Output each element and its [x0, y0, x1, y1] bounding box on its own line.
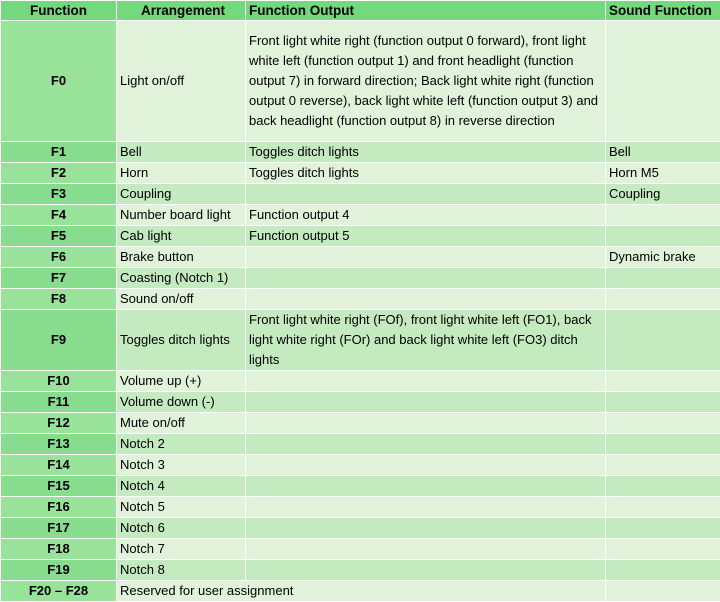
- output-cell: [246, 518, 606, 539]
- sound-cell: [606, 289, 720, 310]
- table-row: [1, 371, 720, 392]
- function-cell: F4: [1, 205, 117, 226]
- output-cell: [246, 184, 606, 205]
- arrangement-cell: Light on/off: [117, 21, 246, 142]
- arrangement-cell: Number board light: [117, 205, 246, 226]
- table-row: [1, 581, 720, 602]
- header-function: Function: [1, 1, 117, 21]
- table-row: [1, 205, 720, 226]
- arrangement-cell: Brake button: [117, 247, 246, 268]
- output-cell: Toggles ditch lights: [246, 142, 606, 163]
- output-cell: [246, 539, 606, 560]
- sound-cell: Horn M5: [606, 163, 720, 184]
- function-cell: F13: [1, 434, 117, 455]
- sound-cell: [606, 455, 720, 476]
- output-cell: [246, 434, 606, 455]
- output-cell: Function output 4: [246, 205, 606, 226]
- arrangement-cell: Notch 5: [117, 497, 246, 518]
- output-cell: Front light white right (FOf), front light white left (FO1), back light white right (FOr) and back light white left (FO3) ditch lights: [246, 310, 606, 371]
- sound-cell: Dynamic brake: [606, 247, 720, 268]
- sound-cell: [606, 310, 720, 371]
- output-cell: [246, 289, 606, 310]
- arrangement-cell: Volume up (+): [117, 371, 246, 392]
- table-row: [1, 434, 720, 455]
- table-row: [1, 226, 720, 247]
- arrangement-cell: Bell: [117, 142, 246, 163]
- function-cell: F10: [1, 371, 117, 392]
- table-row: [1, 21, 720, 142]
- table-row: [1, 163, 720, 184]
- table-row: [1, 392, 720, 413]
- table-row: [1, 560, 720, 581]
- sound-cell: [606, 205, 720, 226]
- output-cell: [246, 476, 606, 497]
- arrangement-cell: Notch 4: [117, 476, 246, 497]
- arrangement-cell: Toggles ditch lights: [117, 310, 246, 371]
- function-cell: F18: [1, 539, 117, 560]
- sound-cell: [606, 21, 720, 142]
- output-cell: Front light white right (function output 0 forward), front light white left (function output 1) and front headlight (function output 7) in forward direction; Back light white right (function output 0 reverse), back light white left (function output 3) and back headlight (function output 8) in reverse direction: [246, 21, 606, 142]
- arrangement-cell: Reserved for user assignment: [117, 581, 606, 602]
- arrangement-cell: Notch 6: [117, 518, 246, 539]
- function-cell: F11: [1, 392, 117, 413]
- table-row: [1, 142, 720, 163]
- function-cell: F9: [1, 310, 117, 371]
- sound-cell: [606, 497, 720, 518]
- table-row: [1, 247, 720, 268]
- sound-cell: [606, 268, 720, 289]
- output-cell: [246, 455, 606, 476]
- output-cell: Toggles ditch lights: [246, 163, 606, 184]
- function-cell: F8: [1, 289, 117, 310]
- output-cell: [246, 392, 606, 413]
- output-cell: [246, 413, 606, 434]
- output-cell: Function output 5: [246, 226, 606, 247]
- output-cell: [246, 371, 606, 392]
- table-row: [1, 539, 720, 560]
- table-row: [1, 455, 720, 476]
- output-cell: [246, 268, 606, 289]
- sound-cell: [606, 392, 720, 413]
- arrangement-cell: Coupling: [117, 184, 246, 205]
- arrangement-cell: Sound on/off: [117, 289, 246, 310]
- table-row: [1, 476, 720, 497]
- arrangement-cell: Notch 7: [117, 539, 246, 560]
- output-cell: [246, 497, 606, 518]
- arrangement-cell: Notch 2: [117, 434, 246, 455]
- arrangement-cell: Cab light: [117, 226, 246, 247]
- function-cell: F1: [1, 142, 117, 163]
- table-row: [1, 184, 720, 205]
- sound-cell: [606, 539, 720, 560]
- function-cell: F6: [1, 247, 117, 268]
- arrangement-cell: Coasting (Notch 1): [117, 268, 246, 289]
- sound-cell: [606, 371, 720, 392]
- function-cell: F15: [1, 476, 117, 497]
- table-row: [1, 518, 720, 539]
- sound-cell: [606, 476, 720, 497]
- function-cell: F0: [1, 21, 117, 142]
- arrangement-cell: Notch 3: [117, 455, 246, 476]
- table-row: [1, 289, 720, 310]
- function-cell: F12: [1, 413, 117, 434]
- function-cell: F20 – F28: [1, 581, 117, 602]
- sound-cell: Bell: [606, 142, 720, 163]
- sound-cell: [606, 434, 720, 455]
- arrangement-cell: Notch 8: [117, 560, 246, 581]
- header-row: [1, 1, 720, 21]
- table-row: [1, 310, 720, 371]
- function-cell: F19: [1, 560, 117, 581]
- table-row: [1, 497, 720, 518]
- sound-cell: [606, 226, 720, 247]
- arrangement-cell: Horn: [117, 163, 246, 184]
- sound-cell: [606, 581, 720, 602]
- function-cell: F16: [1, 497, 117, 518]
- output-cell: [246, 247, 606, 268]
- header-function-output: Function Output: [246, 1, 606, 21]
- sound-cell: [606, 413, 720, 434]
- arrangement-cell: Volume down (-): [117, 392, 246, 413]
- function-cell: F5: [1, 226, 117, 247]
- header-arrangement: Arrangement: [117, 1, 246, 21]
- function-cell: F7: [1, 268, 117, 289]
- table-row: [1, 268, 720, 289]
- function-cell: F3: [1, 184, 117, 205]
- function-cell: F17: [1, 518, 117, 539]
- table-row: [1, 413, 720, 434]
- function-cell: F14: [1, 455, 117, 476]
- output-cell: [246, 560, 606, 581]
- function-cell: F2: [1, 163, 117, 184]
- sound-cell: [606, 518, 720, 539]
- header-sound-function: Sound Function: [606, 1, 720, 21]
- sound-cell: [606, 560, 720, 581]
- sound-cell: Coupling: [606, 184, 720, 205]
- arrangement-cell: Mute on/off: [117, 413, 246, 434]
